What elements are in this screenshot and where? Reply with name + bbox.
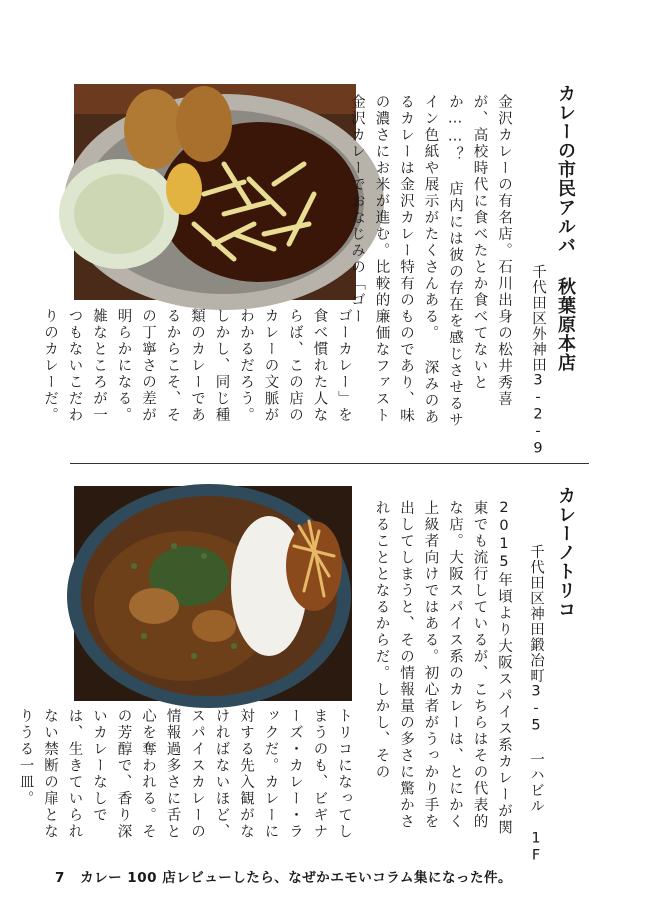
article-body-top: 2015年頃より大阪スパイス系カレーが関東でも流行しているが、こちらはその代表的な店。大阪スパイス系のカレーは、とにかく上級者向けではある。初心者がうっかり手を出してしまうと、その情報量の多さに驚かされることとなるからだ。しかし、その bbox=[373, 500, 512, 836]
shop-address: 千代田区外神田3-2-9 bbox=[530, 264, 546, 458]
shop-title: カレーの市民アルバ 秋葉原本店 bbox=[555, 84, 576, 372]
article-body-bottom: トリコになってしまうのも、ビギナーズ・カレー・ラックだ。カレーに対する先入観がなければないほど、スパイスカレーの情報過多さに舌と心を奪われる。その芳醇で、香り深いカレーなしでは、生きていられない禁断の扉となりうる一皿。 bbox=[17, 708, 352, 840]
article-body-top: 金沢カレーの有名店。石川出身の松井秀喜が、高校時代に食べたとか食べてないとか……？ 店内には彼の存在を感じさせるサイン色紙や展示がたくさんある。 深みのあるカレーは金沢カレー特有のものであり、味の濃さにお米が進む。比較的廉価なファスト金沢カレーでおなじみの「ゴー bbox=[349, 94, 512, 429]
book-title: カレー 100 店レビューしたら、なぜかエモいコラム集になった件。 bbox=[80, 870, 513, 886]
shop-title: カレーノトリコ bbox=[555, 486, 576, 619]
spice-curry-image bbox=[74, 486, 352, 701]
article-torico bbox=[17, 482, 590, 865]
photo-kanazawa-curry bbox=[74, 84, 356, 300]
shop-address: 千代田区神田鍛冶町3-5 一ハビル 1F bbox=[528, 544, 544, 865]
page-footer bbox=[55, 866, 512, 886]
section-divider bbox=[70, 463, 589, 464]
article-body-bottom: ゴーカレー」を食べ慣れた人ならば、この店のカレーの文脈がわかるだろう。しかし、同じ種類のカレーであるからこそ、その丁寧さの差が明らかになる。雑なところが一つもないこだわりのカレーだ。 bbox=[42, 308, 352, 424]
page-number: 7 bbox=[55, 870, 65, 886]
kanazawa-curry-image bbox=[74, 84, 356, 300]
photo-spice-curry bbox=[74, 486, 352, 701]
article-alba bbox=[42, 80, 590, 458]
